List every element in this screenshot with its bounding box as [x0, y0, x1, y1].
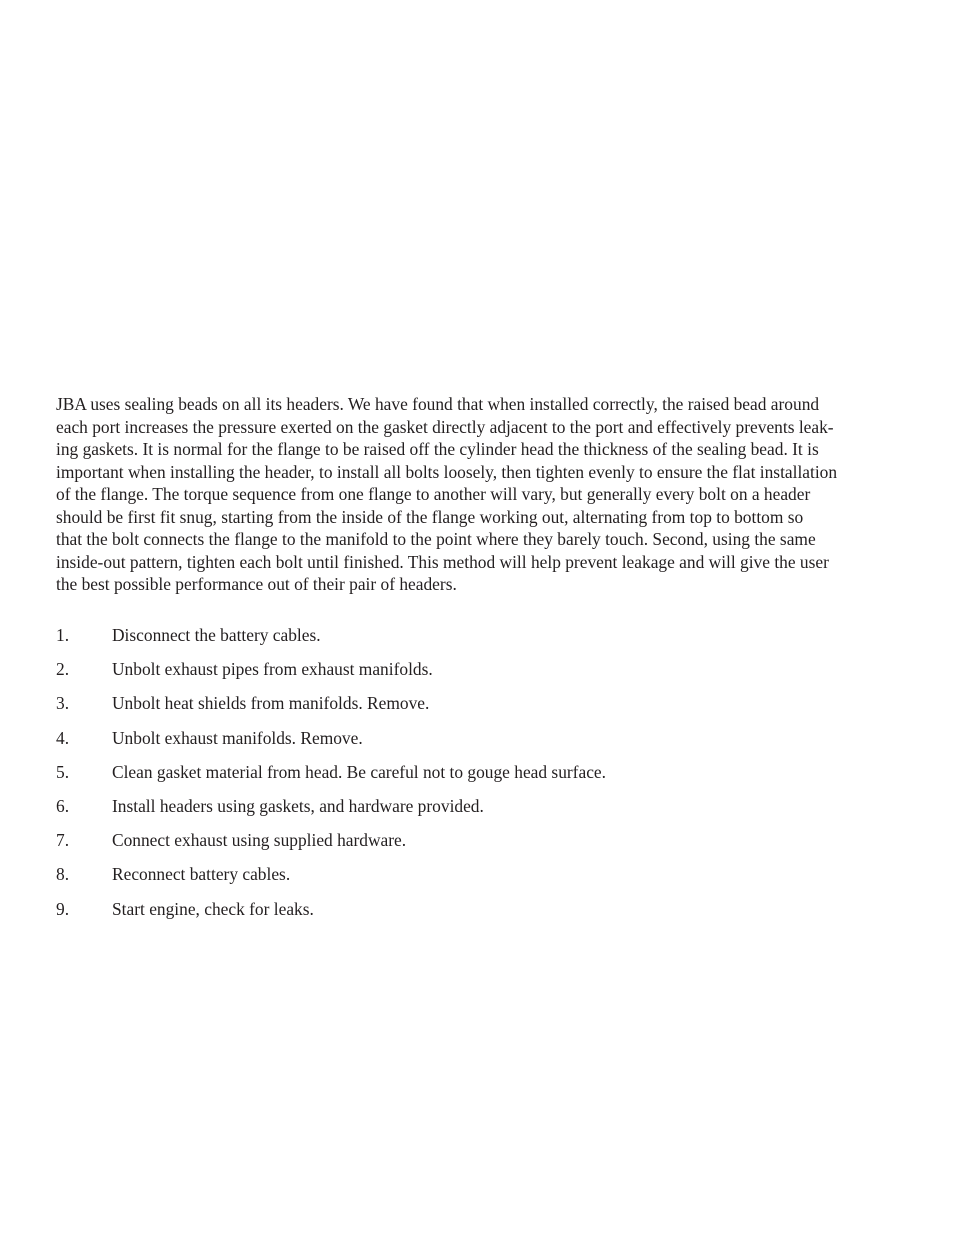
step-text: Reconnect battery cables. [112, 864, 291, 885]
intro-line: each port increases the pressure exerted on the gasket directly adjacent to the port and effectively prevents leak- [56, 416, 834, 437]
step-number: 6. [56, 795, 70, 816]
step-number: 7. [56, 830, 70, 851]
step-number: 1. [56, 625, 70, 645]
step-number: 4. [56, 727, 70, 748]
step-number: 2. [56, 659, 70, 680]
step-item [56, 624, 901, 658]
step-text: Unbolt exhaust pipes from exhaust manifolds. [112, 659, 433, 680]
intro-line: inside-out pattern, tighten each bolt until finished. This method will help prevent leakage and will give the user [56, 551, 829, 572]
step-text: Install headers using gaskets, and hardware provided. [112, 795, 484, 816]
intro-line: JBA uses sealing beads on all its headers. We have found that when installed correctly, the raised bead around [56, 394, 820, 414]
intro-line: the best possible performance out of their pair of headers. [56, 574, 457, 594]
intro-paragraph [56, 393, 901, 596]
step-text: Unbolt heat shields from manifolds. Remove. [112, 693, 430, 714]
intro-line: that the bolt connects the flange to the manifold to the point where they barely touch. Second, using the same [56, 529, 816, 549]
step-number: 8. [56, 864, 70, 885]
installation-steps-list [56, 624, 901, 932]
intro-line: important when installing the header, to install all bolts loosely, then tighten evenly to ensure the flat installation [56, 461, 838, 482]
step-item [56, 761, 901, 795]
step-item [56, 692, 901, 726]
step-text: Connect exhaust using supplied hardware. [112, 830, 407, 851]
step-item [56, 658, 901, 692]
step-number: 9. [56, 898, 70, 919]
step-text: Disconnect the battery cables. [112, 625, 321, 645]
step-number: 3. [56, 693, 70, 714]
step-item [56, 863, 901, 897]
step-text: Clean gasket material from head. Be careful not to gouge head surface. [112, 761, 606, 782]
step-item [56, 795, 901, 829]
intro-line: ing gaskets. It is normal for the flange to be raised off the cylinder head the thickness of the sealing bead. It is [56, 439, 819, 459]
intro-line: of the flange. The torque sequence from one flange to another will vary, but generally every bolt on a header [56, 484, 811, 504]
step-number: 5. [56, 761, 70, 782]
intro-line: should be first fit snug, starting from the inside of the flange working out, alternating from top to bottom so [56, 506, 804, 527]
step-text: Unbolt exhaust manifolds. Remove. [112, 727, 363, 748]
step-item [56, 727, 901, 761]
step-item [56, 829, 901, 863]
step-item [56, 898, 901, 932]
step-text: Start engine, check for leaks. [112, 898, 314, 919]
